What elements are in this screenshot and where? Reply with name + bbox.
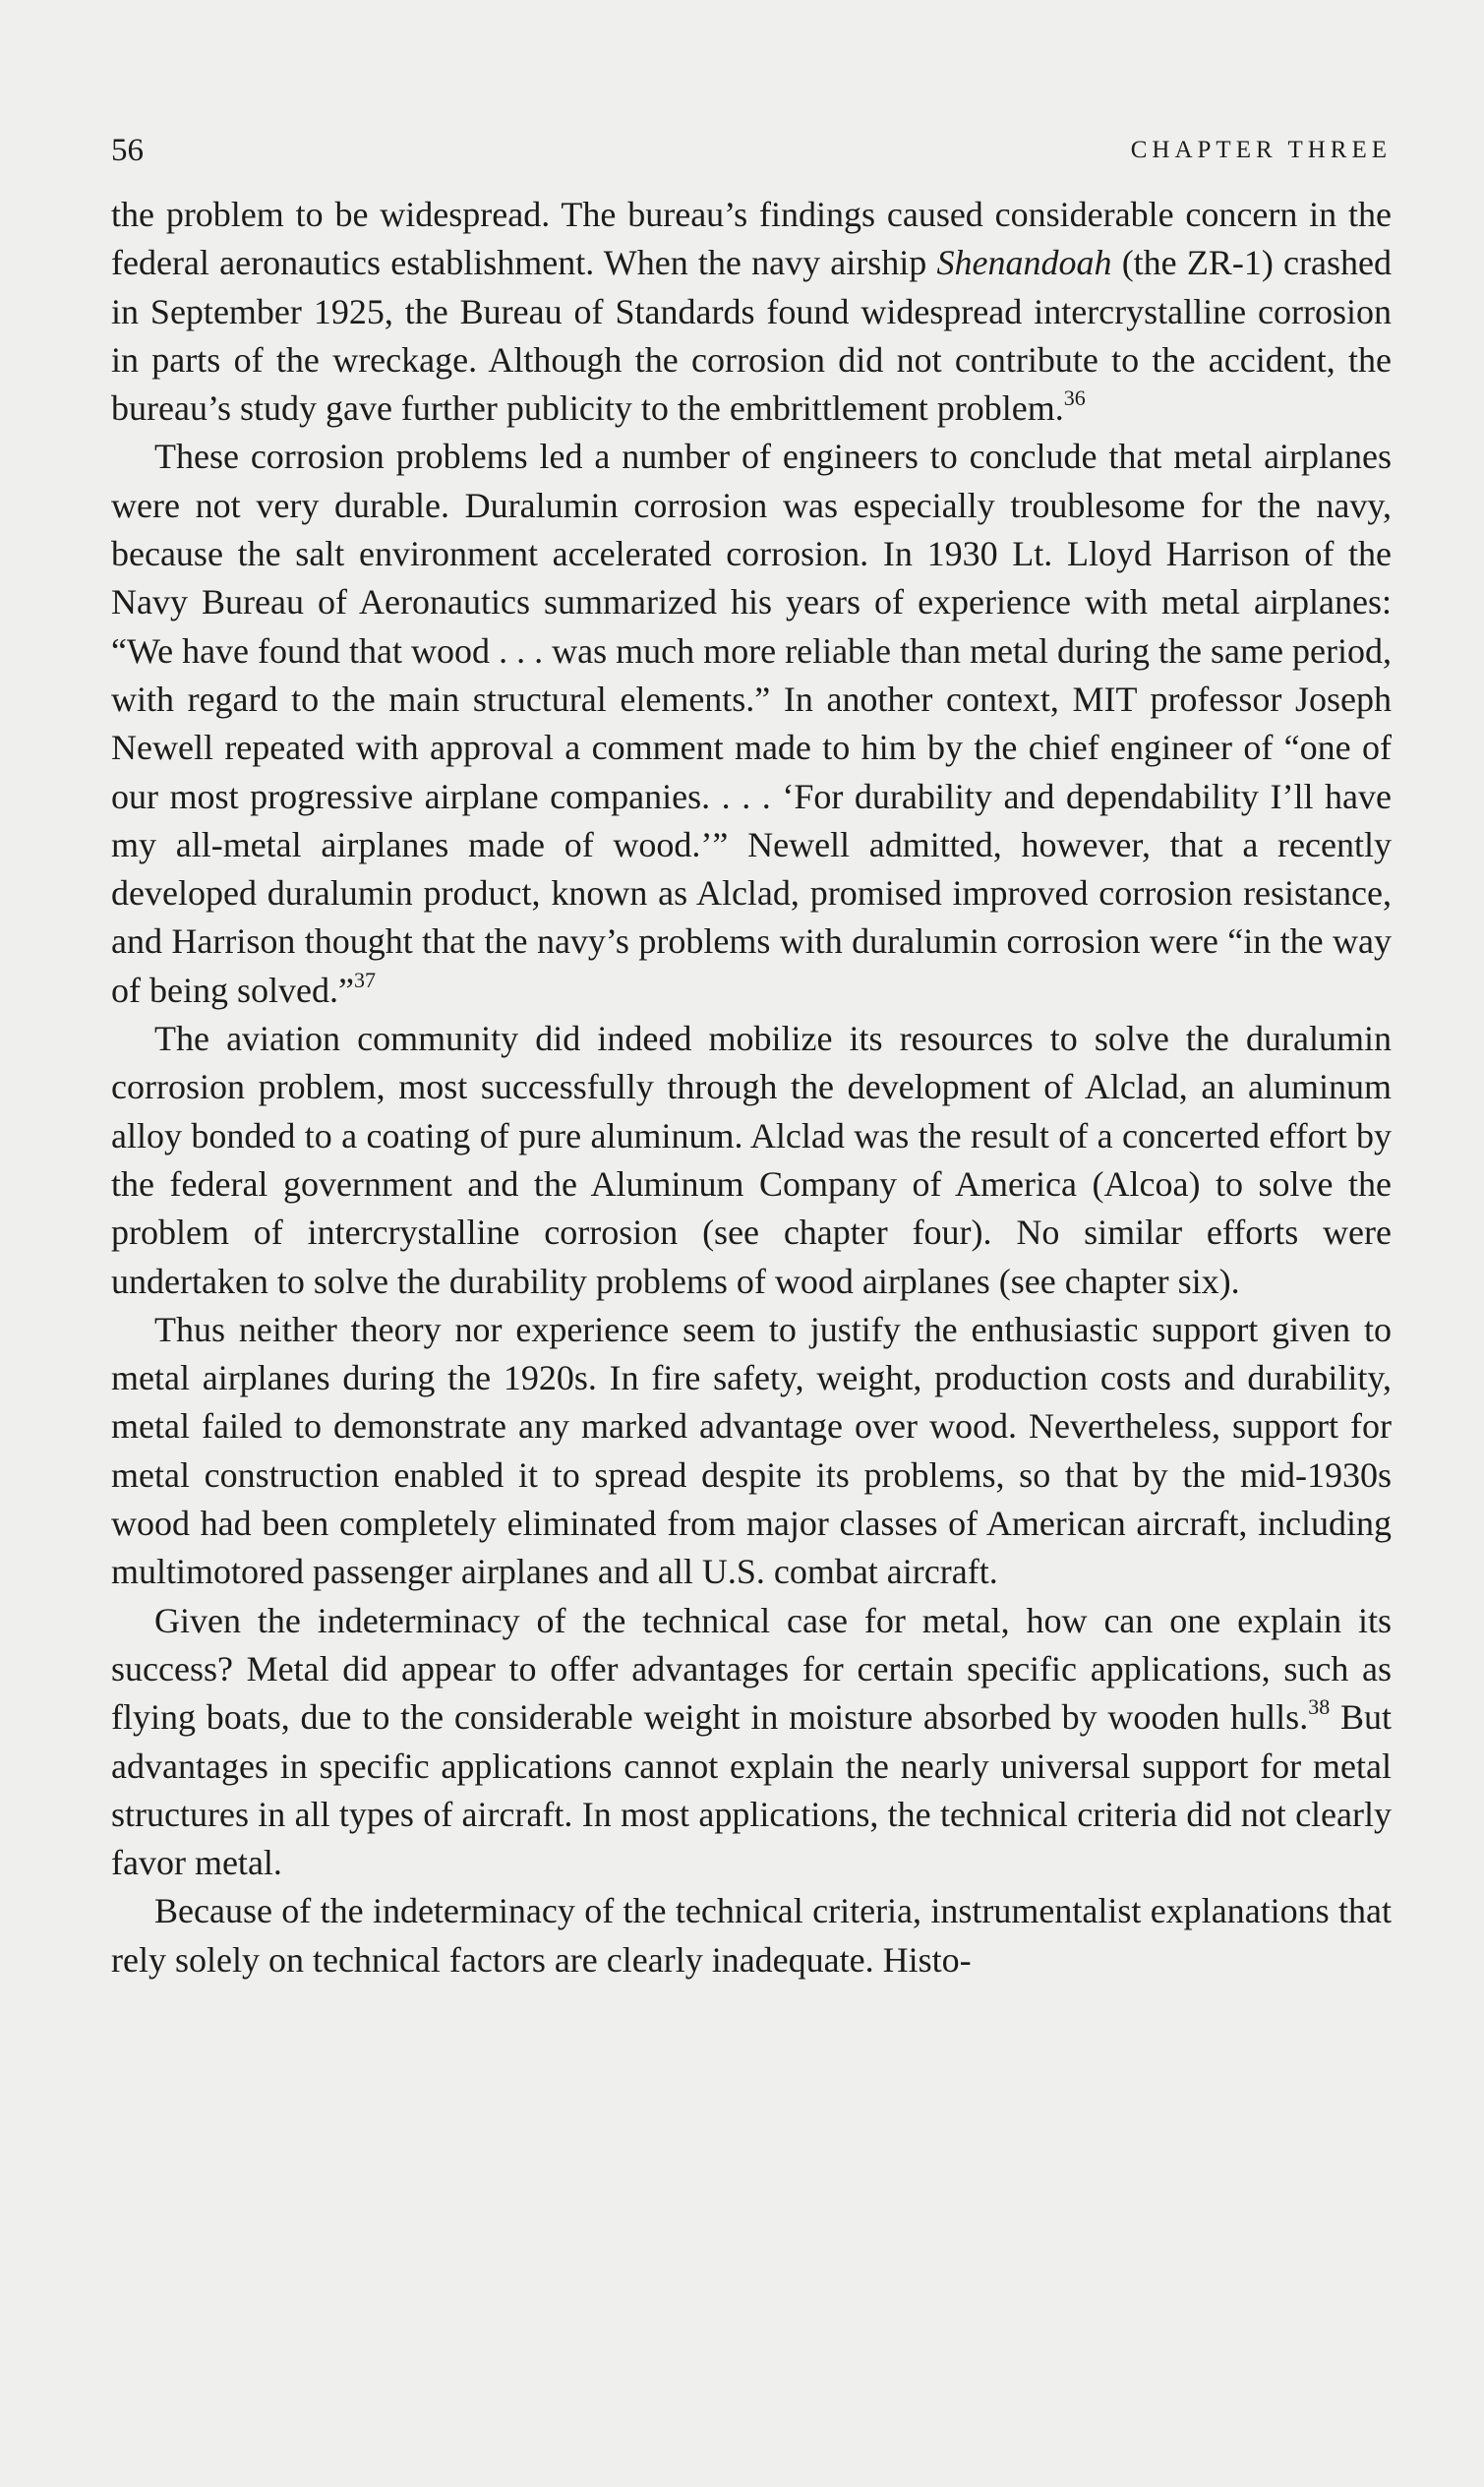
- ship-name: Shenandoah: [936, 243, 1112, 283]
- paragraph: [111, 191, 1392, 433]
- page-header: [111, 126, 1392, 175]
- footnote-ref: 37: [353, 967, 376, 992]
- paragraph: [111, 1887, 1392, 1984]
- paragraph-text: Because of the indeterminacy of the technical criteria, instrumentalist explanations that rely solely on technical factors are clearly inadequate. Histo-: [111, 1891, 1392, 1980]
- paragraph: [111, 433, 1392, 1015]
- paragraph: [111, 1597, 1392, 1888]
- running-head: CHAPTER THREE: [1130, 137, 1392, 163]
- paragraph-text: Given the indeterminacy of the technical case for metal, how can one explain its success? Metal did appear to offer advantages for certain specific applications, such as flying boats, due to the considerable weight in moisture absorbed by wooden hulls.: [111, 1600, 1392, 1738]
- paragraph: [111, 1015, 1392, 1306]
- paragraph: [111, 1306, 1392, 1597]
- footnote-ref: 36: [1063, 385, 1086, 411]
- paragraph-text: The aviation community did indeed mobilize its resources to solve the duralumin corrosion problem, most successfully through the development of Alclad, an aluminum alloy bonded to a coating of pure aluminum. Alclad was the result of a concerted effort by the federal government and the Aluminum Company of America (Alcoa) to solve the problem of intercrystalline corrosion (see chapter four). No similar efforts were undertaken to solve the durability problems of wood airplanes (see chapter six).: [111, 1019, 1392, 1301]
- paragraph-text: These corrosion problems led a number of engineers to conclude that metal airplanes were not very durable. Duralumin corrosion was especially troublesome for the navy, because the salt environment accelerated corrosion. In 1930 Lt. Lloyd Harrison of the Navy Bureau of Aeronautics summarized his years of experience with metal airplanes: “We have found that wood . . . was much more reliable than metal during the same period, with regard to the main structural elements.” In another context, MIT professor Joseph Newell repeated with approval a comment made to him by the chief engineer of “one of our most progressive airplane companies. . . . ‘For durability and dependability I’ll have my all-metal airplanes made of wood.’” Newell admitted, however, that a recently developed duralumin product, known as Alclad, promised improved corrosion resistance, and Harrison thought that the navy’s problems with duralumin corrosion were “in the way of being solved.”: [111, 437, 1392, 1010]
- footnote-ref: 38: [1308, 1694, 1331, 1720]
- paragraph-text: Thus neither theory nor experience seem to justify the enthusiastic support given to metal airplanes during the 1920s. In fire safety, weight, production costs and durability, metal failed to demonstrate any marked advantage over wood. Nevertheless, support for metal construction enabled it to spread despite its problems, so that by the mid-1930s wood had been completely eliminated from major classes of American aircraft, including multimotored passenger airplanes and all U.S. combat aircraft.: [111, 1309, 1392, 1592]
- paragraph-text: (the ZR-1) crashed in September 1925, the Bureau of Standards found widespread intercrystalline corrosion in parts of the wreckage. Although the corrosion did not contribute to the accident, the bureau’s study gave further publicity to the embrittlement problem.: [111, 243, 1392, 429]
- body-text: [111, 191, 1392, 1984]
- paragraph-text: the problem to be widespread. The bureau’s findings caused considerable concern in the federal aeronautics establishment. When the navy airship: [111, 195, 1392, 283]
- paragraph-text: But advantages in specific applications cannot explain the nearly universal support for metal structures in all types of aircraft. In most applications, the technical criteria did not clearly favor metal.: [111, 1697, 1393, 1883]
- page-number: 56: [111, 133, 144, 168]
